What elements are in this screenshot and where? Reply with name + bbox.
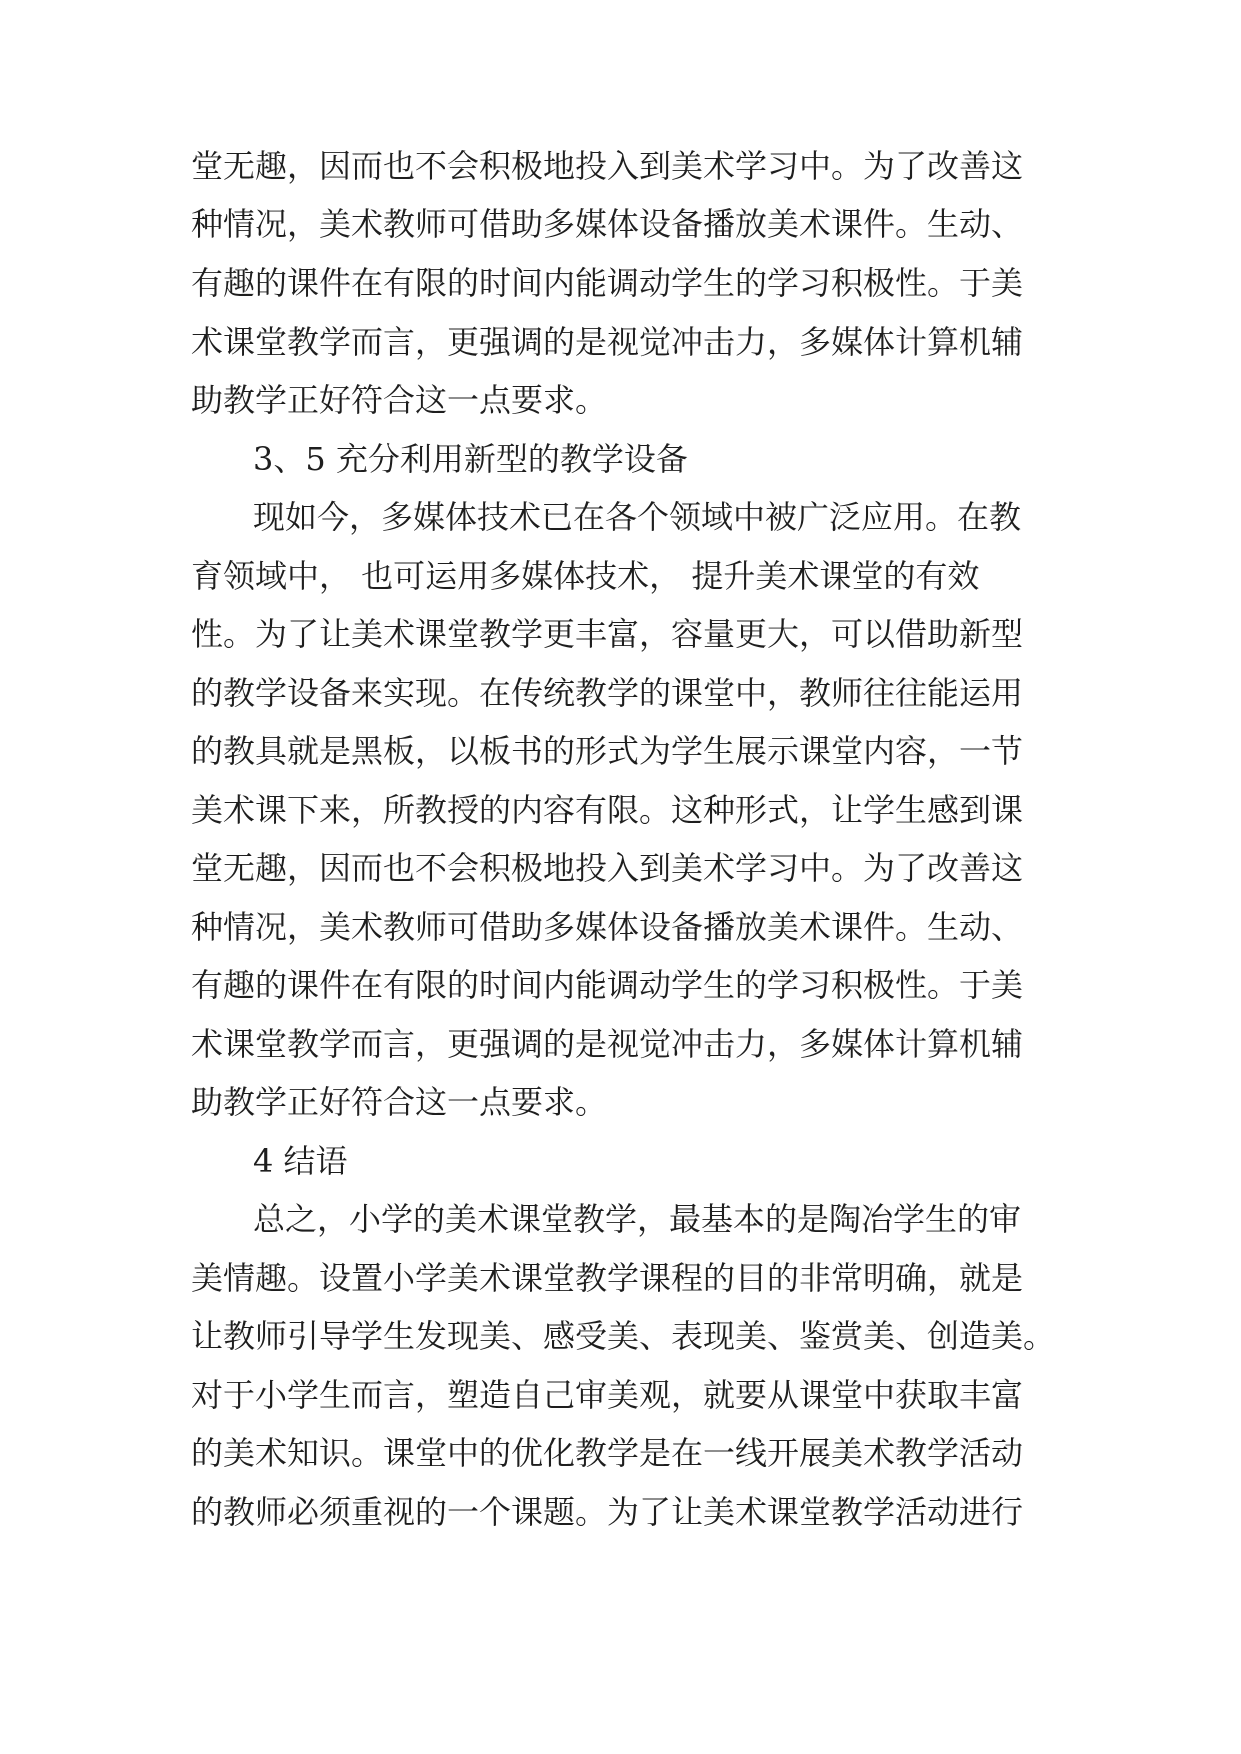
text-line: 的教师必须重视的一个课题。为了让美术课堂教学活动进行 xyxy=(191,1493,1024,1531)
text-line: 术课堂教学而言，更强调的是视觉冲击力，多媒体计算机辅 xyxy=(191,323,1024,361)
text-line: 种情况，美术教师可借助多媒体设备播放美术课件。生动、 xyxy=(191,908,1024,946)
text-line: 种情况，美术教师可借助多媒体设备播放美术课件。生动、 xyxy=(191,205,1024,243)
text-line: 让教师引导学生发现美、感受美、表现美、鉴赏美、创造美。 xyxy=(191,1317,1056,1355)
text-line: 的教学设备来实现。在传统教学的课堂中，教师往往能运用 xyxy=(191,674,1024,712)
text-line: 对于小学生而言，塑造自己审美观，就要从课堂中获取丰富 xyxy=(191,1376,1024,1414)
text-line: 有趣的课件在有限的时间内能调动学生的学习积极性。于美 xyxy=(191,966,1024,1004)
text-line: 堂无趣，因而也不会积极地投入到美术学习中。为了改善这 xyxy=(191,147,1024,185)
text-line: 的教具就是黑板，以板书的形式为学生展示课堂内容，一节 xyxy=(191,732,1024,770)
section-heading: 3、5 充分利用新型的教学设备 xyxy=(253,440,688,478)
text-line: 的美术知识。课堂中的优化教学是在一线开展美术教学活动 xyxy=(191,1434,1024,1472)
text-line: 现如今，多媒体技术已在各个领域中被广泛应用。在教 xyxy=(253,498,1022,536)
text-line: 助教学正好符合这一点要求。 xyxy=(191,381,608,419)
text-line: 堂无趣，因而也不会积极地投入到美术学习中。为了改善这 xyxy=(191,849,1024,887)
text-line: 美术课下来，所教授的内容有限。这种形式，让学生感到课 xyxy=(191,791,1024,829)
text-line: 性。为了让美术课堂教学更丰富，容量更大，可以借助新型 xyxy=(191,615,1024,653)
text-line: 总之，小学的美术课堂教学，最基本的是陶冶学生的审 xyxy=(253,1200,1022,1238)
text-line: 美情趣。设置小学美术课堂教学课程的目的非常明确，就是 xyxy=(191,1259,1024,1297)
text-line: 育领域中， 也可运用多媒体技术， 提升美术课堂的有效 xyxy=(191,557,980,595)
text-line: 助教学正好符合这一点要求。 xyxy=(191,1083,608,1121)
text-line: 术课堂教学而言，更强调的是视觉冲击力，多媒体计算机辅 xyxy=(191,1025,1024,1063)
text-line: 有趣的课件在有限的时间内能调动学生的学习积极性。于美 xyxy=(191,264,1024,302)
section-heading: 4 结语 xyxy=(253,1142,348,1180)
